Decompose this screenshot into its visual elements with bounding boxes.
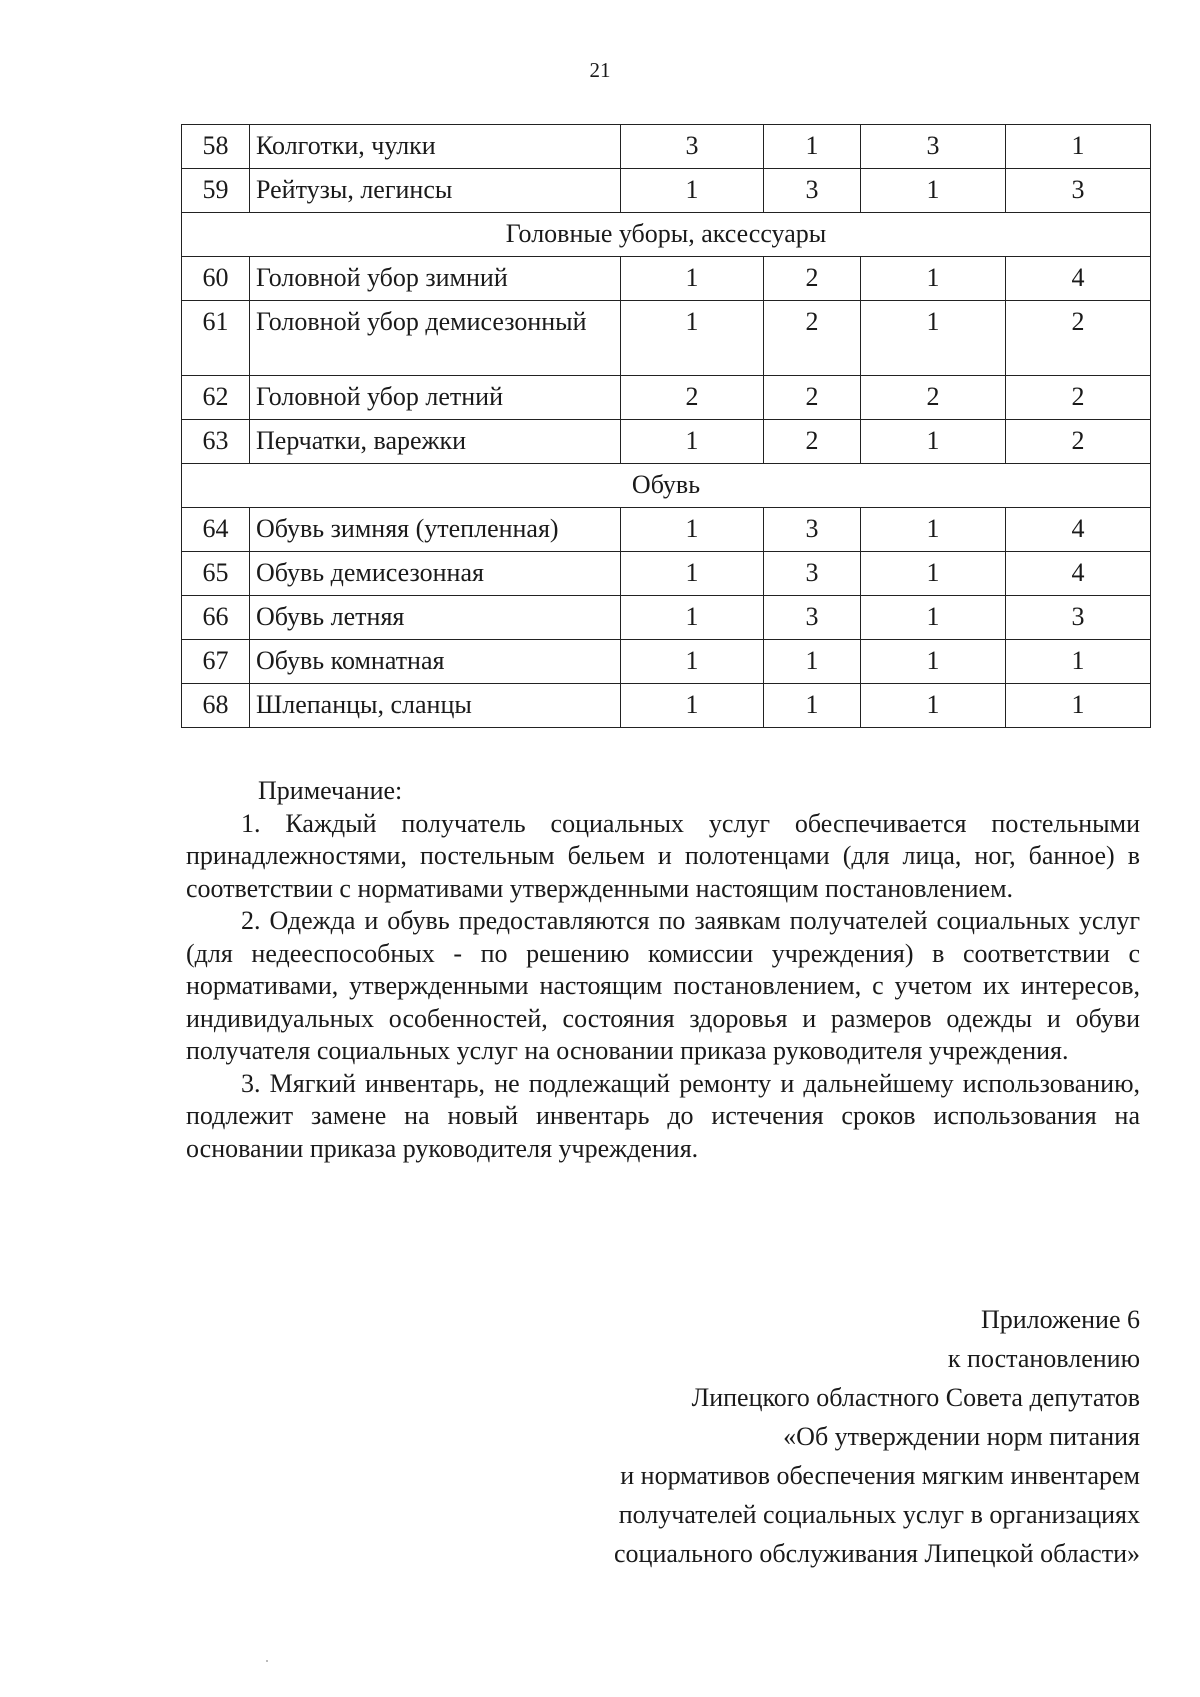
table-row <box>182 169 1151 213</box>
norm-value: 3 <box>764 169 861 213</box>
table-row <box>182 376 1151 420</box>
row-number: 61 <box>182 301 250 376</box>
norm-value: 3 <box>764 552 861 596</box>
appendix-header <box>500 1300 1140 1573</box>
appendix-line: получателей социальных услуг в организациях <box>618 1500 1140 1529</box>
item-name: Рейтузы, легинсы <box>250 169 621 213</box>
norm-value: 3 <box>621 125 764 169</box>
note-item-2: 2. Одежда и обувь предоставляются по заявкам получателей социальных услуг (для недееспособных - по решению комиссии учреждения) в соответствии с нормативами, утвержденными настоящим постановлением, с учетом их интересов, индивидуальных особенностей, состояния здоровья и размеров одежды и обуви получателя социальных услуг на основании приказа руководителя учреждения. <box>186 906 1140 1065</box>
norm-value: 1 <box>621 684 764 728</box>
norm-value: 4 <box>1006 508 1151 552</box>
norm-value: 1 <box>1006 125 1151 169</box>
table-row <box>182 301 1151 376</box>
item-name: Колготки, чулки <box>250 125 621 169</box>
appendix-line: и нормативов обеспечения мягким инвентарем <box>620 1461 1140 1490</box>
norm-value: 1 <box>1006 684 1151 728</box>
norm-value: 1 <box>861 640 1006 684</box>
row-number: 68 <box>182 684 250 728</box>
table-row <box>182 125 1151 169</box>
norm-value: 2 <box>1006 301 1151 376</box>
norm-value: 1 <box>861 420 1006 464</box>
norm-value: 2 <box>764 420 861 464</box>
row-number: 62 <box>182 376 250 420</box>
norm-value: 1 <box>621 552 764 596</box>
norm-value: 2 <box>1006 420 1151 464</box>
appendix-line: Липецкого областного Совета депутатов <box>691 1383 1140 1412</box>
norm-value: 3 <box>1006 596 1151 640</box>
item-name: Головной убор зимний <box>250 257 621 301</box>
section-title: Обувь <box>182 464 1151 508</box>
row-number: 63 <box>182 420 250 464</box>
table-section-row <box>182 464 1151 508</box>
norm-value: 2 <box>1006 376 1151 420</box>
table-row <box>182 684 1151 728</box>
norm-value: 1 <box>1006 640 1151 684</box>
appendix-line: «Об утверждении норм питания <box>783 1422 1140 1451</box>
norm-value: 1 <box>764 640 861 684</box>
appendix-line: социального обслуживания Липецкой области» <box>614 1539 1140 1568</box>
row-number: 58 <box>182 125 250 169</box>
norm-value: 1 <box>861 301 1006 376</box>
norm-value: 1 <box>861 257 1006 301</box>
table-row <box>182 596 1151 640</box>
appendix-line: Приложение 6 <box>980 1305 1140 1334</box>
item-name: Перчатки, варежки <box>250 420 621 464</box>
table-row <box>182 420 1151 464</box>
section-title: Головные уборы, аксессуары <box>182 213 1151 257</box>
item-name: Обувь зимняя (утепленная) <box>250 508 621 552</box>
norm-value: 4 <box>1006 257 1151 301</box>
table-section-row <box>182 213 1151 257</box>
norm-value: 1 <box>621 169 764 213</box>
row-number: 64 <box>182 508 250 552</box>
item-name: Шлепанцы, сланцы <box>250 684 621 728</box>
norm-value: 1 <box>621 420 764 464</box>
norm-value: 3 <box>861 125 1006 169</box>
notes-block <box>186 775 1140 1165</box>
norm-value: 1 <box>861 508 1006 552</box>
norm-value: 1 <box>621 257 764 301</box>
row-number: 60 <box>182 257 250 301</box>
norm-value: 1 <box>861 552 1006 596</box>
norms-table <box>181 124 1151 728</box>
norm-value: 2 <box>764 301 861 376</box>
table-row <box>182 552 1151 596</box>
norm-value: 1 <box>764 125 861 169</box>
table-row <box>182 508 1151 552</box>
norm-value: 1 <box>861 596 1006 640</box>
norm-value: 1 <box>621 640 764 684</box>
norm-value: 1 <box>621 508 764 552</box>
note-item-1: 1. Каждый получатель социальных услуг обеспечивается постельными принадлежностями, постельным бельем и полотенцами (для лица, ног, банное) в соответствии с нормативами утвержденными настоящим постановлением. <box>186 808 1140 903</box>
norm-value: 1 <box>621 596 764 640</box>
norms-table-body <box>182 125 1151 728</box>
table-row <box>182 257 1151 301</box>
norm-value: 2 <box>764 376 861 420</box>
norm-value: 3 <box>764 596 861 640</box>
norm-value: 2 <box>764 257 861 301</box>
item-name: Обувь комнатная <box>250 640 621 684</box>
item-name: Головной убор летний <box>250 376 621 420</box>
norm-value: 1 <box>621 301 764 376</box>
page-number: 21 <box>589 58 611 82</box>
table-row <box>182 640 1151 684</box>
norm-value: 3 <box>1006 169 1151 213</box>
item-name: Головной убор демисезонный <box>250 301 621 376</box>
norm-value: 4 <box>1006 552 1151 596</box>
row-number: 65 <box>182 552 250 596</box>
notes-heading: Примечание: <box>258 776 403 805</box>
norm-value: 3 <box>764 508 861 552</box>
item-name: Обувь летняя <box>250 596 621 640</box>
norm-value: 2 <box>621 376 764 420</box>
norm-value: 1 <box>861 684 1006 728</box>
item-name: Обувь демисезонная <box>250 552 621 596</box>
row-number: 67 <box>182 640 250 684</box>
appendix-line: к постановлению <box>947 1344 1140 1373</box>
note-item-3: 3. Мягкий инвентарь, не подлежащий ремонту и дальнейшему использованию, подлежит замене на новый инвентарь до истечения сроков использования на основании приказа руководителя учреждения. <box>186 1068 1140 1163</box>
row-number: 66 <box>182 596 250 640</box>
norm-value: 2 <box>861 376 1006 420</box>
scan-speck <box>266 1660 268 1662</box>
row-number: 59 <box>182 169 250 213</box>
norm-value: 1 <box>764 684 861 728</box>
norm-value: 1 <box>861 169 1006 213</box>
